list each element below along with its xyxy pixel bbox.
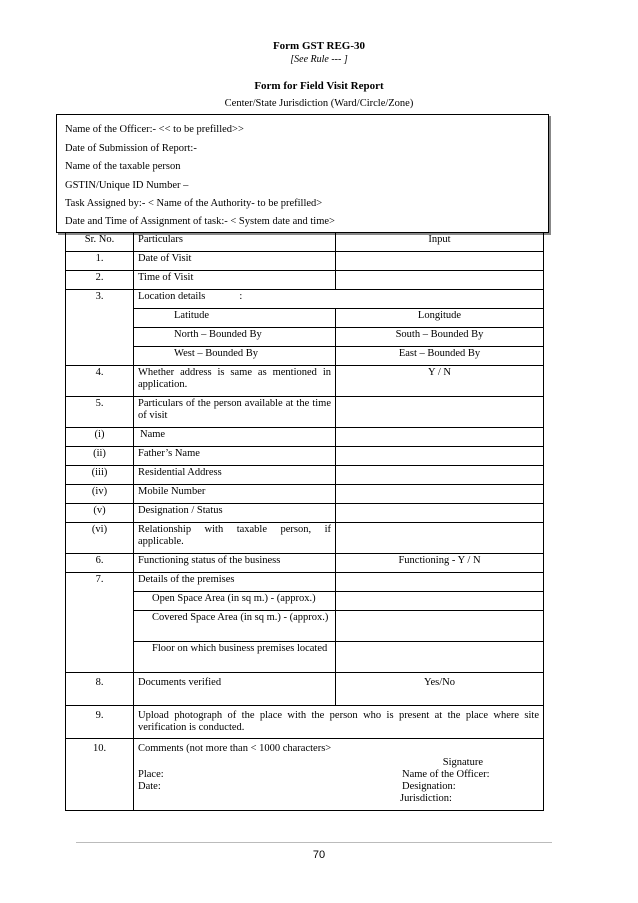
footer-divider — [76, 842, 552, 843]
table-row — [66, 573, 544, 592]
sr-no: 5. — [66, 397, 134, 428]
input-cell[interactable] — [336, 252, 544, 271]
input-cell[interactable] — [336, 592, 544, 611]
particular: Name — [134, 428, 336, 447]
taxable-person-line: Name of the taxable person — [65, 161, 181, 172]
covered-space-label: Covered Space Area (in sq m.) - (approx.) — [134, 611, 336, 642]
table-row — [66, 504, 544, 523]
sr-no: 10. — [66, 739, 134, 811]
input-cell[interactable] — [336, 523, 544, 554]
table-row — [66, 739, 544, 811]
table-row — [66, 309, 544, 328]
input-header: Input — [336, 233, 544, 252]
location-label: Location details — [138, 291, 206, 302]
sub-no: (ii) — [66, 447, 134, 466]
sr-no: 8. — [66, 673, 134, 706]
table-row — [66, 485, 544, 504]
sr-no: 6. — [66, 554, 134, 573]
gstin-line: GSTIN/Unique ID Number – — [65, 180, 189, 191]
sr-no: 2. — [66, 271, 134, 290]
officer-name-line: Name of the Officer:- << to be prefilled>> — [65, 124, 244, 135]
particular: Particulars of the person available at the time of visit — [134, 397, 336, 428]
particular — [134, 290, 544, 309]
table-row — [66, 523, 544, 554]
table-row — [66, 397, 544, 428]
sub-no: (v) — [66, 504, 134, 523]
table-row — [66, 611, 544, 642]
sr-no: 7. — [66, 573, 134, 592]
east-bounded-label: East – Bounded By — [336, 347, 544, 366]
jurisdiction-label: Jurisdiction: — [400, 793, 452, 804]
particular: Residential Address — [134, 466, 336, 485]
table-row — [66, 428, 544, 447]
table-row — [66, 328, 544, 347]
table-header-row — [66, 233, 544, 252]
submission-date-line: Date of Submission of Report:- — [65, 143, 197, 154]
input-cell[interactable] — [336, 447, 544, 466]
sr-no: 1. — [66, 252, 134, 271]
input-cell[interactable] — [336, 428, 544, 447]
open-space-label: Open Space Area (in sq m.) - (approx.) — [134, 592, 336, 611]
page-number: 70 — [312, 849, 326, 861]
north-bounded-label: North – Bounded By — [134, 328, 336, 347]
table-row — [66, 447, 544, 466]
input-cell[interactable] — [336, 485, 544, 504]
table-row — [66, 290, 544, 309]
particular: Documents verified — [134, 673, 336, 706]
jurisdiction-heading: Center/State Jurisdiction (Ward/Circle/Zone) — [224, 98, 414, 109]
input-cell[interactable] — [336, 573, 544, 592]
date-label: Date: — [138, 781, 161, 792]
field-visit-table — [65, 232, 544, 811]
comments-cell[interactable] — [134, 739, 544, 811]
longitude-label: Longitude — [336, 309, 544, 328]
sub-no: (iii) — [66, 466, 134, 485]
input-cell[interactable] — [336, 397, 544, 428]
input-cell[interactable]: Y / N — [336, 366, 544, 397]
particular: Date of Visit — [134, 252, 336, 271]
table-row — [66, 347, 544, 366]
input-cell[interactable] — [336, 504, 544, 523]
west-bounded-label: West – Bounded By — [134, 347, 336, 366]
latitude-label: Latitude — [134, 309, 336, 328]
table-row — [66, 466, 544, 485]
input-cell[interactable] — [336, 466, 544, 485]
table-row — [66, 252, 544, 271]
sr-no: 9. — [66, 706, 134, 739]
table-row — [66, 673, 544, 706]
particulars-header: Particulars — [134, 233, 336, 252]
table-row — [66, 592, 544, 611]
particular: Whether address is same as mentioned in application. — [134, 366, 336, 397]
input-cell[interactable] — [336, 271, 544, 290]
comments-label: Comments (not more than < 1000 characters> — [138, 743, 332, 754]
south-bounded-label: South – Bounded By — [336, 328, 544, 347]
officer-name-label: Name of the Officer: — [402, 769, 490, 780]
place-label: Place: — [138, 769, 164, 780]
particular: Upload photograph of the place with the person who is present at the place where site verification is conducted. — [134, 706, 544, 739]
sr-no: 4. — [66, 366, 134, 397]
sub-no: (iv) — [66, 485, 134, 504]
particular: Relationship with taxable person, if applicable. — [134, 523, 336, 554]
officer-info-box — [56, 114, 549, 233]
assignment-time-line: Date and Time of Assignment of task:- < System date and time> — [65, 216, 335, 227]
table-row — [66, 642, 544, 673]
table-row — [66, 366, 544, 397]
signature-label: Signature — [442, 757, 483, 768]
floor-label: Floor on which business premises located — [134, 642, 336, 673]
particular: Details of the premises — [134, 573, 336, 592]
sr-no: 3. — [66, 290, 134, 309]
task-assigned-line: Task Assigned by:- < Name of the Authority- to be prefilled> — [65, 198, 323, 209]
particular: Mobile Number — [134, 485, 336, 504]
signature-block — [138, 755, 539, 809]
particular: Time of Visit — [134, 271, 336, 290]
table-row — [66, 271, 544, 290]
particular: Functioning status of the business — [134, 554, 336, 573]
sr-no-header: Sr. No. — [66, 233, 134, 252]
form-number: Form GST REG-30 — [272, 40, 366, 52]
rule-reference: [See Rule --- ] — [290, 54, 348, 65]
form-title: Form for Field Visit Report — [254, 80, 384, 92]
input-cell[interactable] — [336, 611, 544, 642]
table-row — [66, 554, 544, 573]
sub-no: (i) — [66, 428, 134, 447]
table-row — [66, 706, 544, 739]
input-cell[interactable]: Functioning - Y / N — [336, 554, 544, 573]
designation-label: Designation: — [402, 781, 456, 792]
input-cell[interactable] — [336, 642, 544, 673]
particular: Designation / Status — [134, 504, 336, 523]
location-colon: : — [239, 291, 243, 302]
sub-no: (vi) — [66, 523, 134, 554]
particular: Father’s Name — [134, 447, 336, 466]
input-cell[interactable]: Yes/No — [336, 673, 544, 706]
